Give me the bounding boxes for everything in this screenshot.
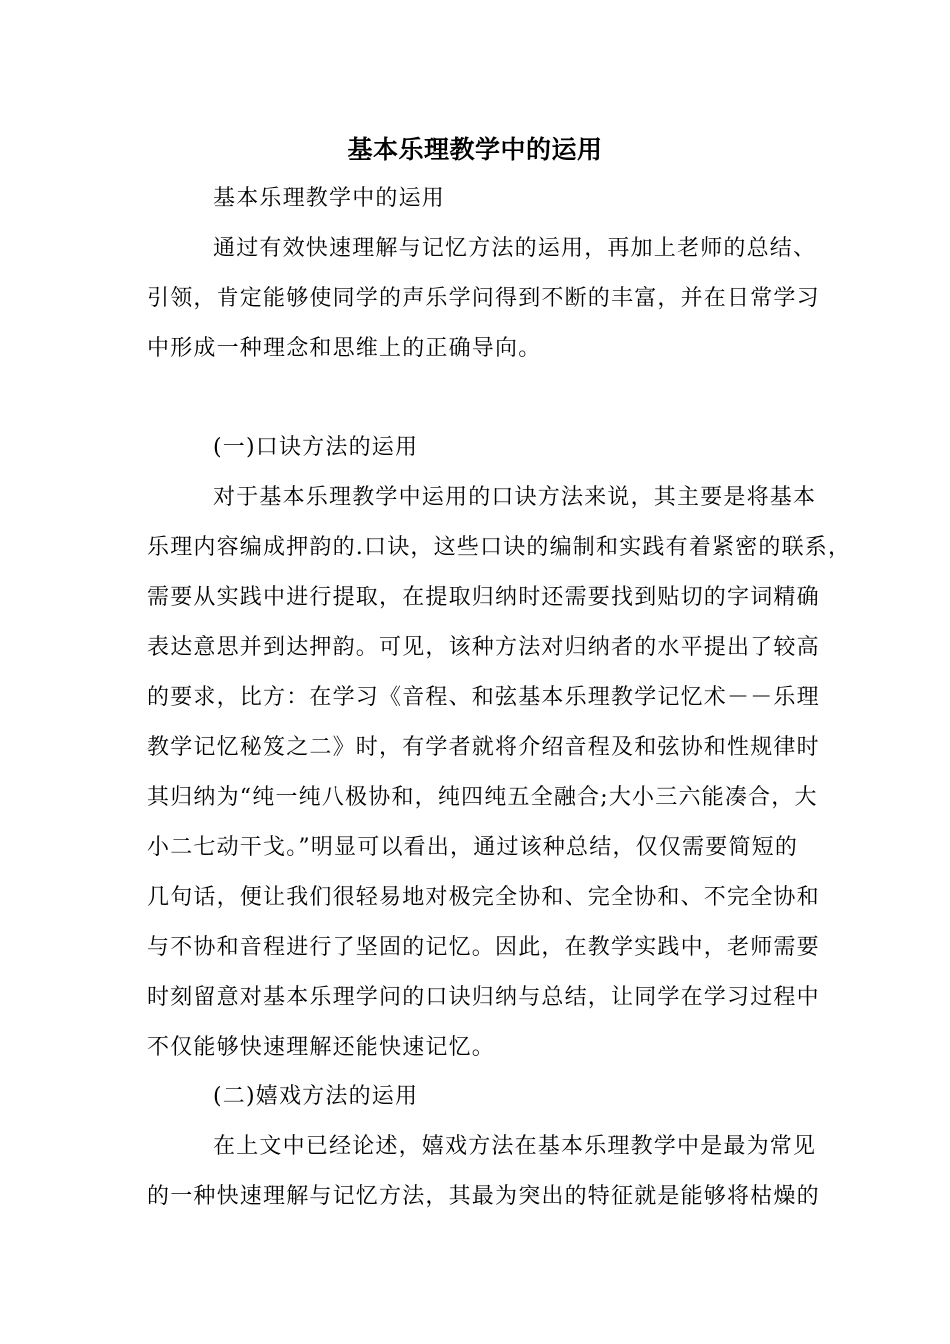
paragraph-line: 的一种快速理解与记忆方法，其最为突出的特征就是能够将枯燥的 [147, 1184, 820, 1209]
paragraph-line: 几句话，便让我们很轻易地对极完全协和、完全协和、不完全协和 [147, 885, 820, 910]
paragraph-line: 需要从实践中进行提取，在提取归纳时还需要找到贴切的字词精确 [147, 585, 820, 610]
paragraph-line: 不仅能够快速理解还能快速记忆。 [147, 1035, 496, 1060]
paragraph-line: 与不协和音程进行了坚固的记忆。因此，在教学实践中，老师需要 [147, 935, 820, 960]
paragraph-line: 小二七动干戈。”明显可以看出，通过该种总结，仅仅需要简短的 [147, 835, 799, 860]
paragraph-line: 在上文中已经论述，嬉戏方法在基本乐理教学中是最为常见 [213, 1134, 817, 1159]
paragraph-line: 时刻留意对基本乐理学问的口诀归纳与总结，让同学在学习过程中 [147, 985, 820, 1010]
paragraph-line: 对于基本乐理教学中运用的口诀方法来说，其主要是将基本 [213, 485, 817, 510]
paragraph-line: 通过有效快速理解与记忆方法的运用，再加上老师的总结、 [213, 236, 817, 261]
paragraph-line: 的要求，比方：在学习《音程、和弦基本乐理教学记忆术－－乐理 [147, 685, 820, 710]
section-heading: (一)口诀方法的运用 [213, 435, 419, 460]
document-title: 基本乐理教学中的运用 [347, 135, 603, 164]
paragraph-line: 引领，肯定能够使同学的声乐学问得到不断的丰富，并在日常学习 [147, 286, 820, 311]
paragraph-line: 表达意思并到达押韵。可见，该种方法对归纳者的水平提出了较高 [147, 635, 820, 660]
subtitle-line: 基本乐理教学中的运用 [213, 186, 446, 211]
paragraph-line: 中形成一种理念和思维上的正确导向。 [147, 336, 542, 361]
paragraph-line: 教学记忆秘笈之二》时，有学者就将介绍音程及和弦协和性规律时 [147, 735, 820, 760]
paragraph-line: 乐理内容编成押韵的.口诀，这些口诀的编制和实践有着紧密的联系， [147, 535, 852, 560]
paragraph-line: 其归纳为“纯一纯八极协和，纯四纯五全融合;大小三六能凑合，大 [147, 785, 818, 810]
section-heading: (二)嬉戏方法的运用 [213, 1084, 419, 1109]
